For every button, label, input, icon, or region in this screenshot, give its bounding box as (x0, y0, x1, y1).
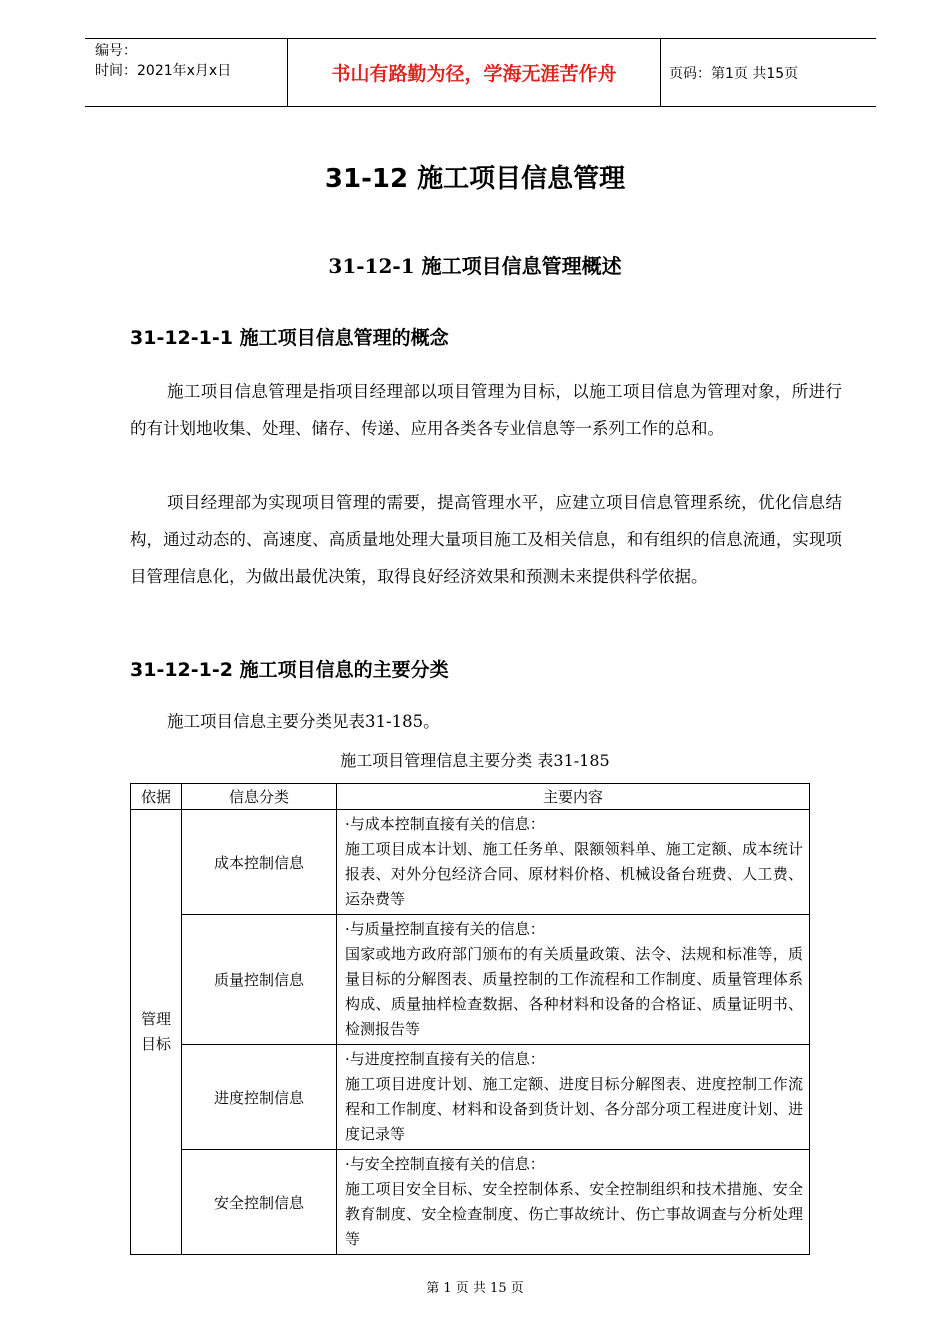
table-row (131, 915, 810, 1045)
content-cell (337, 915, 810, 1045)
category-cell: 进度控制信息 (182, 1045, 337, 1150)
document-subtitle: 31-12-1 施工项目信息管理概述 (328, 254, 622, 278)
header-page-label: 页码：第1页 共15页 (669, 65, 799, 82)
table-caption: 施工项目管理信息主要分类 表31-185 (340, 751, 610, 770)
header-category: 信息分类 (182, 784, 337, 810)
header-meta (85, 39, 287, 106)
paragraph-concept: 施工项目信息管理是指项目经理部以项目管理为目标，以施工项目信息为管理对象，所进行的有计划地收集、处理、储存、传递、应用各类各专业信息等一系列工作的总和。 (130, 382, 842, 438)
content-cell (337, 1045, 810, 1150)
header-motto: 书山有路勤为径，学海无涯苦作舟 (287, 39, 661, 106)
category-cell: 成本控制信息 (182, 810, 337, 915)
content-intro: ·与安全控制直接有关的信息： (345, 1155, 545, 1173)
content-intro: ·与成本控制直接有关的信息： (345, 815, 545, 833)
paragraph-system: 项目经理部为实现项目管理的需要，提高管理水平，应建立项目信息管理系统，优化信息结构，通过动态的、高速度、高质量地处理大量项目施工及相关信息，和有组织的信息流通，实现项目管理信息化，为做出最优决策，取得良好经济效果和预测未来提供科学依据。 (130, 493, 842, 586)
header-content: 主要内容 (337, 784, 810, 810)
basis-cell (131, 810, 182, 1255)
content-detail: 施工项目进度计划、施工定额、进度目标分解图表、进度控制工作流程和工作制度、材料和设备到货计划、各分部分项工程进度计划、进度记录等 (345, 1075, 803, 1143)
section-heading-classification: 31-12-1-2 施工项目信息的主要分类 (130, 659, 449, 681)
table-header-row (131, 784, 810, 810)
header-basis: 依据 (131, 784, 182, 810)
category-cell: 安全控制信息 (182, 1150, 337, 1255)
document-title: 31-12 施工项目信息管理 (324, 164, 626, 194)
section-heading-concept: 31-12-1-1 施工项目信息管理的概念 (130, 327, 449, 349)
table-row (131, 1150, 810, 1255)
table-row (131, 810, 810, 915)
paragraph-table-ref: 施工项目信息主要分类见表31-185。 (167, 712, 440, 731)
content-cell (337, 1150, 810, 1255)
content-intro: ·与质量控制直接有关的信息： (345, 920, 545, 938)
category-cell: 质量控制信息 (182, 915, 337, 1045)
table-row (131, 1045, 810, 1150)
content-detail: 施工项目安全目标、安全控制体系、安全控制组织和技术措施、安全教育制度、安全检查制度、伤亡事故统计、伤亡事故调查与分析处理等 (345, 1180, 803, 1248)
content-intro: ·与进度控制直接有关的信息： (345, 1050, 545, 1068)
time-label: 时间：2021年x月x日 (95, 63, 232, 79)
page-footer: 第 1 页 共 15 页 (426, 1281, 524, 1296)
page-header (85, 38, 876, 107)
content-cell (337, 810, 810, 915)
info-classification-table (130, 783, 810, 1255)
content-detail: 国家或地方政府部门颁布的有关质量政策、法令、法规和标准等，质量目标的分解图表、质量控制的工作流程和工作制度、质量管理体系构成、质量抽样检查数据、各种材料和设备的合格证、质量证明书、检测报告等 (345, 945, 803, 1038)
serial-label: 编号： (95, 43, 137, 59)
basis-text: 管理目标 (140, 1010, 171, 1053)
content-detail: 施工项目成本计划、施工任务单、限额领料单、施工定额、成本统计报表、对外分包经济合同、原材料价格、机械设备台班费、人工费、运杂费等 (345, 840, 803, 908)
